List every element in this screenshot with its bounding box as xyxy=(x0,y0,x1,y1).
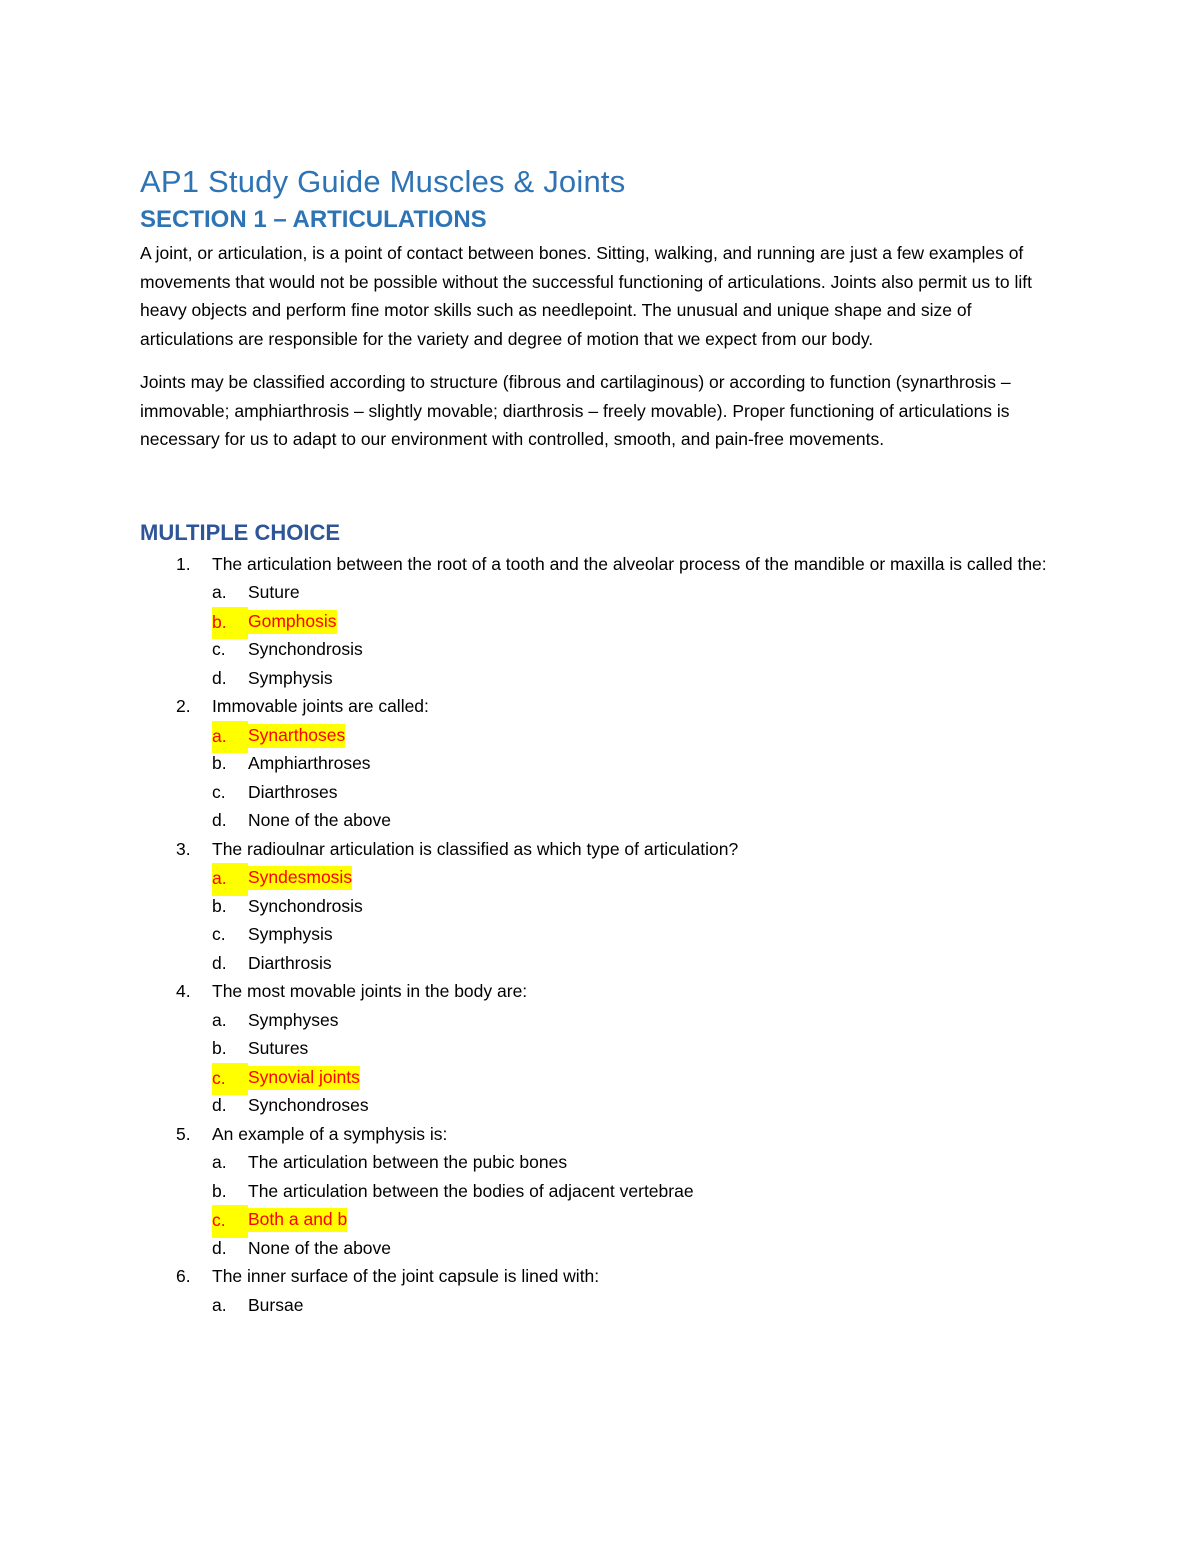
option-letter: a. xyxy=(212,582,227,602)
question-number: 1. xyxy=(176,553,191,574)
question-number: 6. xyxy=(176,1266,191,1286)
option-text: Gomphosis xyxy=(248,610,337,634)
question-item xyxy=(140,835,1060,978)
question-number: 2. xyxy=(176,696,191,716)
answer-option xyxy=(212,1291,1060,1320)
option-text: Suture xyxy=(248,582,300,602)
question-item xyxy=(140,1262,1060,1319)
question-number: 4. xyxy=(176,981,191,1001)
option-list xyxy=(212,1006,1060,1120)
option-letter: d. xyxy=(212,810,227,830)
option-text: Both a and b xyxy=(248,1208,347,1232)
question-text: The inner surface of the joint capsule is lined with: xyxy=(212,1266,600,1286)
option-letter: c. xyxy=(212,781,226,802)
question-text: The most movable joints in the body are: xyxy=(212,981,528,1001)
option-letter: a. xyxy=(212,1152,227,1172)
answer-option xyxy=(212,635,1060,664)
option-letter: a. xyxy=(212,863,248,896)
question-number: 5. xyxy=(176,1123,191,1144)
answer-option xyxy=(212,892,1060,921)
answer-option xyxy=(212,920,1060,949)
option-letter: c. xyxy=(212,1205,248,1238)
option-letter: a. xyxy=(212,1294,227,1315)
answer-option xyxy=(212,1006,1060,1035)
answer-option xyxy=(212,949,1060,978)
answer-option xyxy=(212,1234,1060,1263)
question-text: The articulation between the root of a tooth and the alveolar process of the mandible or maxilla is called the: xyxy=(212,553,1047,574)
answer-option xyxy=(212,806,1060,835)
document-title: AP1 Study Guide Muscles & Joints xyxy=(140,164,626,199)
option-list xyxy=(212,863,1060,977)
option-text: The articulation between the pubic bones xyxy=(248,1152,568,1172)
correct-answer-option xyxy=(212,607,1060,636)
option-text: Symphysis xyxy=(248,667,333,688)
answer-option xyxy=(212,1091,1060,1120)
option-list xyxy=(212,1291,1060,1320)
option-letter: c. xyxy=(212,924,226,944)
answer-option xyxy=(212,664,1060,693)
question-item xyxy=(140,977,1060,1120)
option-list xyxy=(212,721,1060,835)
option-text: None of the above xyxy=(248,810,392,830)
option-text: Syndesmosis xyxy=(248,866,352,890)
option-text: Synchondrosis xyxy=(248,895,363,916)
option-list xyxy=(212,1148,1060,1262)
option-text: Diarthroses xyxy=(248,781,338,802)
option-text: Synarthoses xyxy=(248,724,345,748)
question-text: The radioulnar articulation is classified as which type of articulation? xyxy=(212,838,739,859)
option-letter: b. xyxy=(212,1038,227,1058)
answer-option xyxy=(212,778,1060,807)
option-text: Sutures xyxy=(248,1038,309,1058)
option-text: The articulation between the bodies of adjacent vertebrae xyxy=(248,1180,694,1201)
option-text: Synchondroses xyxy=(248,1095,369,1115)
correct-answer-option xyxy=(212,1205,1060,1234)
option-letter: d. xyxy=(212,1237,227,1258)
answer-option xyxy=(212,749,1060,778)
correct-answer-option xyxy=(212,721,1060,750)
option-letter: c. xyxy=(212,1063,248,1096)
option-letter: a. xyxy=(212,721,248,754)
option-letter: a. xyxy=(212,1009,227,1030)
multiple-choice-heading: MULTIPLE CHOICE xyxy=(140,519,341,545)
classification-paragraph: Joints may be classified according to structure (fibrous and cartilaginous) or according to function (synarthrosis – immovable; amphiarthrosis – slightly movable; diarthrosis – freely movable). Proper functioning of articulations is necessary for us to adapt to our environment with controlled, smooth, and pain-free movements. xyxy=(140,372,1011,449)
option-text: Synovial joints xyxy=(248,1066,360,1090)
answer-option xyxy=(212,1034,1060,1063)
option-text: Bursae xyxy=(248,1294,304,1315)
correct-answer-option xyxy=(212,863,1060,892)
answer-option xyxy=(212,1177,1060,1206)
option-letter: b. xyxy=(212,895,227,916)
section-heading: SECTION 1 – ARTICULATIONS xyxy=(140,206,487,233)
question-text: An example of a symphysis is: xyxy=(212,1123,448,1144)
question-item xyxy=(140,1120,1060,1263)
option-letter: c. xyxy=(212,639,226,659)
option-letter: d. xyxy=(212,667,227,688)
document-content xyxy=(140,160,1060,1319)
option-text: Symphysis xyxy=(248,924,333,944)
option-letter: b. xyxy=(212,753,227,773)
option-text: Symphyses xyxy=(248,1009,339,1030)
answer-option xyxy=(212,1148,1060,1177)
question-item xyxy=(140,692,1060,835)
option-text: None of the above xyxy=(248,1237,392,1258)
intro-paragraph: A joint, or articulation, is a point of contact between bones. Sitting, walking, and running are just a few examples of movements that would not be possible without the successful functioning of articulations. Joints also permit us to lift heavy objects and perform fine motor skills such as needlepoint. The unusual and unique shape and size of articulations are responsible for the variety and degree of motion that we expect from our body. xyxy=(140,243,1032,349)
answer-option xyxy=(212,578,1060,607)
option-letter: d. xyxy=(212,952,227,973)
option-letter: d. xyxy=(212,1095,227,1115)
option-letter: b. xyxy=(212,607,248,640)
option-list xyxy=(212,578,1060,692)
question-item xyxy=(140,550,1060,693)
correct-answer-option xyxy=(212,1063,1060,1092)
option-text: Diarthrosis xyxy=(248,952,332,973)
option-text: Amphiarthroses xyxy=(248,753,371,773)
question-number: 3. xyxy=(176,838,191,859)
option-letter: b. xyxy=(212,1180,227,1201)
question-text: Immovable joints are called: xyxy=(212,696,429,716)
question-list xyxy=(140,550,1060,1320)
option-text: Synchondrosis xyxy=(248,639,363,659)
